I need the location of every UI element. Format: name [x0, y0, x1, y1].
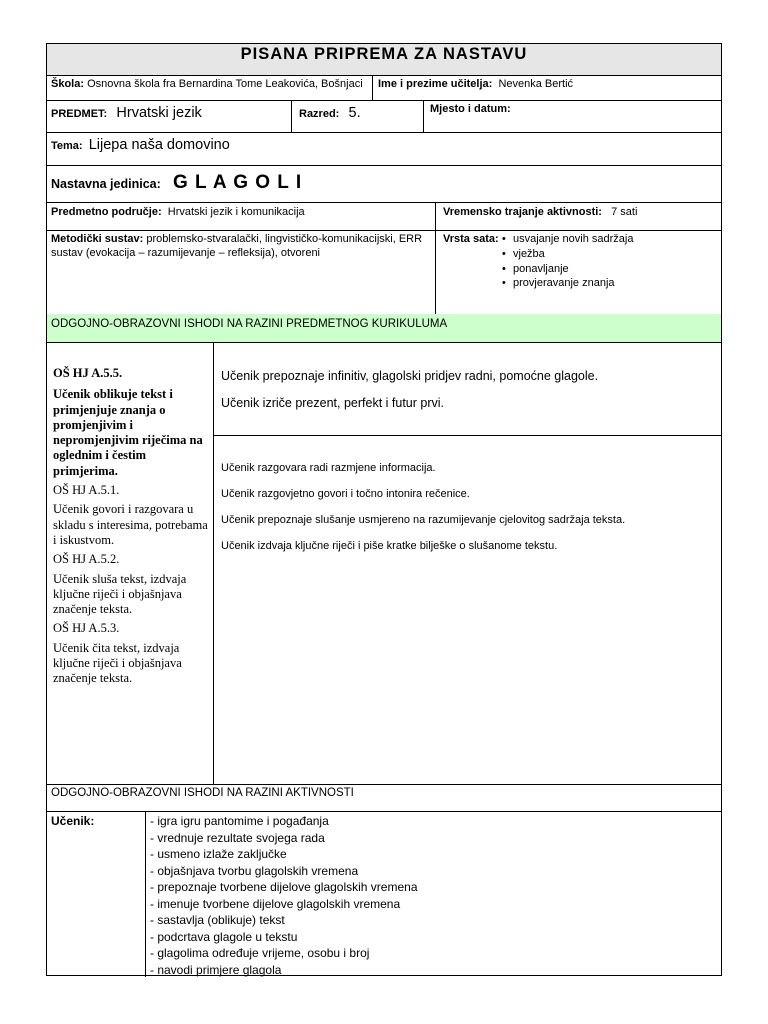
- lesson-type-item: • usvajanje novih sadržaja: [502, 232, 633, 247]
- topic-cell: [51, 138, 230, 153]
- subject-cell: [51, 106, 202, 121]
- outcome-code: OŠ HJ A.5.3.: [53, 621, 120, 636]
- school-cell: [51, 77, 363, 91]
- teacher-value: Nevenka Bertić: [498, 78, 574, 90]
- rule: [47, 75, 721, 76]
- unit-label: Nastavna jedinica:: [51, 177, 161, 191]
- subject-area-value: Hrvatski jezik i komunikacija: [167, 206, 305, 218]
- curriculum-outcomes-heading: ODGOJNO-OBRAZOVNI ISHODI NA RAZINI PREDMETNOG KURIKULUMA: [51, 318, 448, 330]
- lesson-type-item: • ponavljanje: [502, 262, 633, 277]
- outcome-code: OŠ HJ A.5.5.: [53, 366, 123, 380]
- outcome-description: Učenik sluša tekst, izdvaja ključne riječi i objašnjava značenje teksta.: [53, 571, 187, 617]
- subject-label: PREDMET:: [51, 108, 108, 120]
- divider: [372, 75, 373, 100]
- school-label: Škola:: [51, 78, 85, 90]
- outcome-code: OŠ HJ A.5.2.: [53, 552, 120, 567]
- rule: [47, 202, 721, 203]
- activity-outcome-item: - objašnjava tvorbu glagolskih vremena: [150, 863, 359, 878]
- lesson-type-item: • provjeravanje znanja: [502, 276, 633, 291]
- rule: [47, 100, 721, 101]
- grade-value: 5.: [348, 105, 361, 121]
- general-outcome: Učenik razgovjetno govori i točno intonira rečenice.: [221, 488, 470, 500]
- activity-outcome-item: - glagolima određuje vrijeme, osobu i broj: [150, 946, 370, 960]
- rule: [47, 342, 721, 343]
- curriculum-outcomes-specific: [221, 369, 598, 423]
- subject-area-cell: [51, 205, 305, 219]
- duration-value: 7 sati: [611, 206, 638, 218]
- activity-outcome-item: - usmeno izlaže zaključke: [150, 847, 287, 861]
- rule: [47, 811, 721, 812]
- specific-outcome: Učenik prepoznaje infinitiv, glagolski pridjev radni, pomoćne glagole.: [221, 369, 599, 383]
- lesson-plan-document: [46, 43, 722, 976]
- lesson-type-label-cell: [443, 232, 499, 246]
- rule: [47, 132, 721, 133]
- divider: [213, 342, 214, 784]
- rule: [213, 435, 721, 436]
- activity-outcome-item: - vrednuje rezultate svojega rada: [150, 830, 325, 845]
- general-outcome: Učenik izdvaja ključne riječi i piše kratke bilješke o slušanome tekstu.: [221, 540, 558, 552]
- duration-cell: [443, 205, 637, 219]
- teacher-label: Ime i prezime učitelja:: [378, 78, 493, 90]
- method-cell: [51, 232, 422, 260]
- student-label: Učenik:: [51, 814, 95, 828]
- lesson-type-list: [502, 232, 633, 291]
- divider: [423, 100, 424, 132]
- outcome-description: Učenik govori i razgovara u skladu s interesima, potrebama i iskustvom.: [53, 502, 208, 547]
- activity-outcomes-heading: ODGOJNO-OBRAZOVNI ISHODI NA RAZINI AKTIVNOSTI: [51, 787, 354, 799]
- document-title: PISANA PRIPREMA ZA NASTAVU: [47, 44, 721, 75]
- method-label: Metodički sustav:: [51, 233, 144, 245]
- activity-outcome-item: - imenuje tvorbene dijelove glagolskih vremena: [150, 896, 401, 911]
- activity-outcome-item: - podcrtava glagole u tekstu: [150, 929, 298, 944]
- outcome-description: Učenik čita tekst, izdvaja ključne riječi i objašnjava značenje teksta.: [53, 640, 182, 686]
- curriculum-outcomes-general: [221, 462, 625, 566]
- rule: [47, 165, 721, 166]
- divider: [435, 202, 436, 314]
- place-date-label: Mjesto i datum:: [430, 103, 511, 115]
- general-outcome: Učenik razgovara radi razmjene informacija.: [221, 462, 436, 474]
- place-date-cell: [430, 102, 511, 116]
- school-value: Osnovna škola fra Bernardina Tome Leakovića, Bošnjaci: [87, 78, 363, 90]
- method-line-1: problemsko-stvaralački, lingvističko-komunikacijski, ERR: [146, 233, 423, 245]
- activity-outcomes-list: [150, 813, 418, 978]
- duration-label: Vremensko trajanje aktivnosti:: [443, 206, 602, 218]
- method-line-2: sustav (evokacija – razumijevanje – refleksija), otvoreni: [51, 247, 321, 259]
- divider: [291, 100, 292, 132]
- grade-label: Razred:: [299, 108, 340, 120]
- outcome-description: Učenik oblikuje tekst i primjenjuje znanja o promjenjivim i nepromjenjivim riječima na oglednim i čestim primjerima.: [53, 387, 203, 478]
- general-outcome: Učenik prepoznaje slušanje usmjereno na razumijevanje cjelovitog sadržaja teksta.: [221, 514, 626, 526]
- divider: [145, 811, 146, 977]
- grade-cell: [299, 106, 361, 121]
- unit-cell: [51, 173, 302, 195]
- lesson-type-label: Vrsta sata:: [443, 233, 499, 245]
- topic-label: Tema:: [51, 140, 83, 152]
- outcome-code: OŠ HJ A.5.1.: [53, 483, 120, 498]
- rule: [47, 784, 721, 785]
- activity-outcome-item: - navodi primjere glagola: [150, 962, 282, 977]
- rule: [47, 230, 721, 231]
- subject-area-label: Predmetno područje:: [51, 206, 162, 218]
- topic-value: Lijepa naša domovino: [88, 137, 230, 153]
- curriculum-outcome-codes: [53, 366, 210, 687]
- unit-value: G L A G O L I: [173, 172, 303, 193]
- teacher-cell: [378, 77, 573, 91]
- subject-value: Hrvatski jezik: [116, 105, 202, 121]
- activity-outcome-item: - igra igru pantomime i pogađanja: [150, 814, 329, 828]
- specific-outcome: Učenik izriče prezent, perfekt i futur prvi.: [221, 396, 444, 410]
- activity-outcome-item: - sastavlja (oblikuje) tekst: [150, 913, 285, 927]
- lesson-type-item: • vježba: [502, 247, 633, 262]
- activity-outcome-item: - prepoznaje tvorbene dijelove glagolskih vremena: [150, 880, 418, 894]
